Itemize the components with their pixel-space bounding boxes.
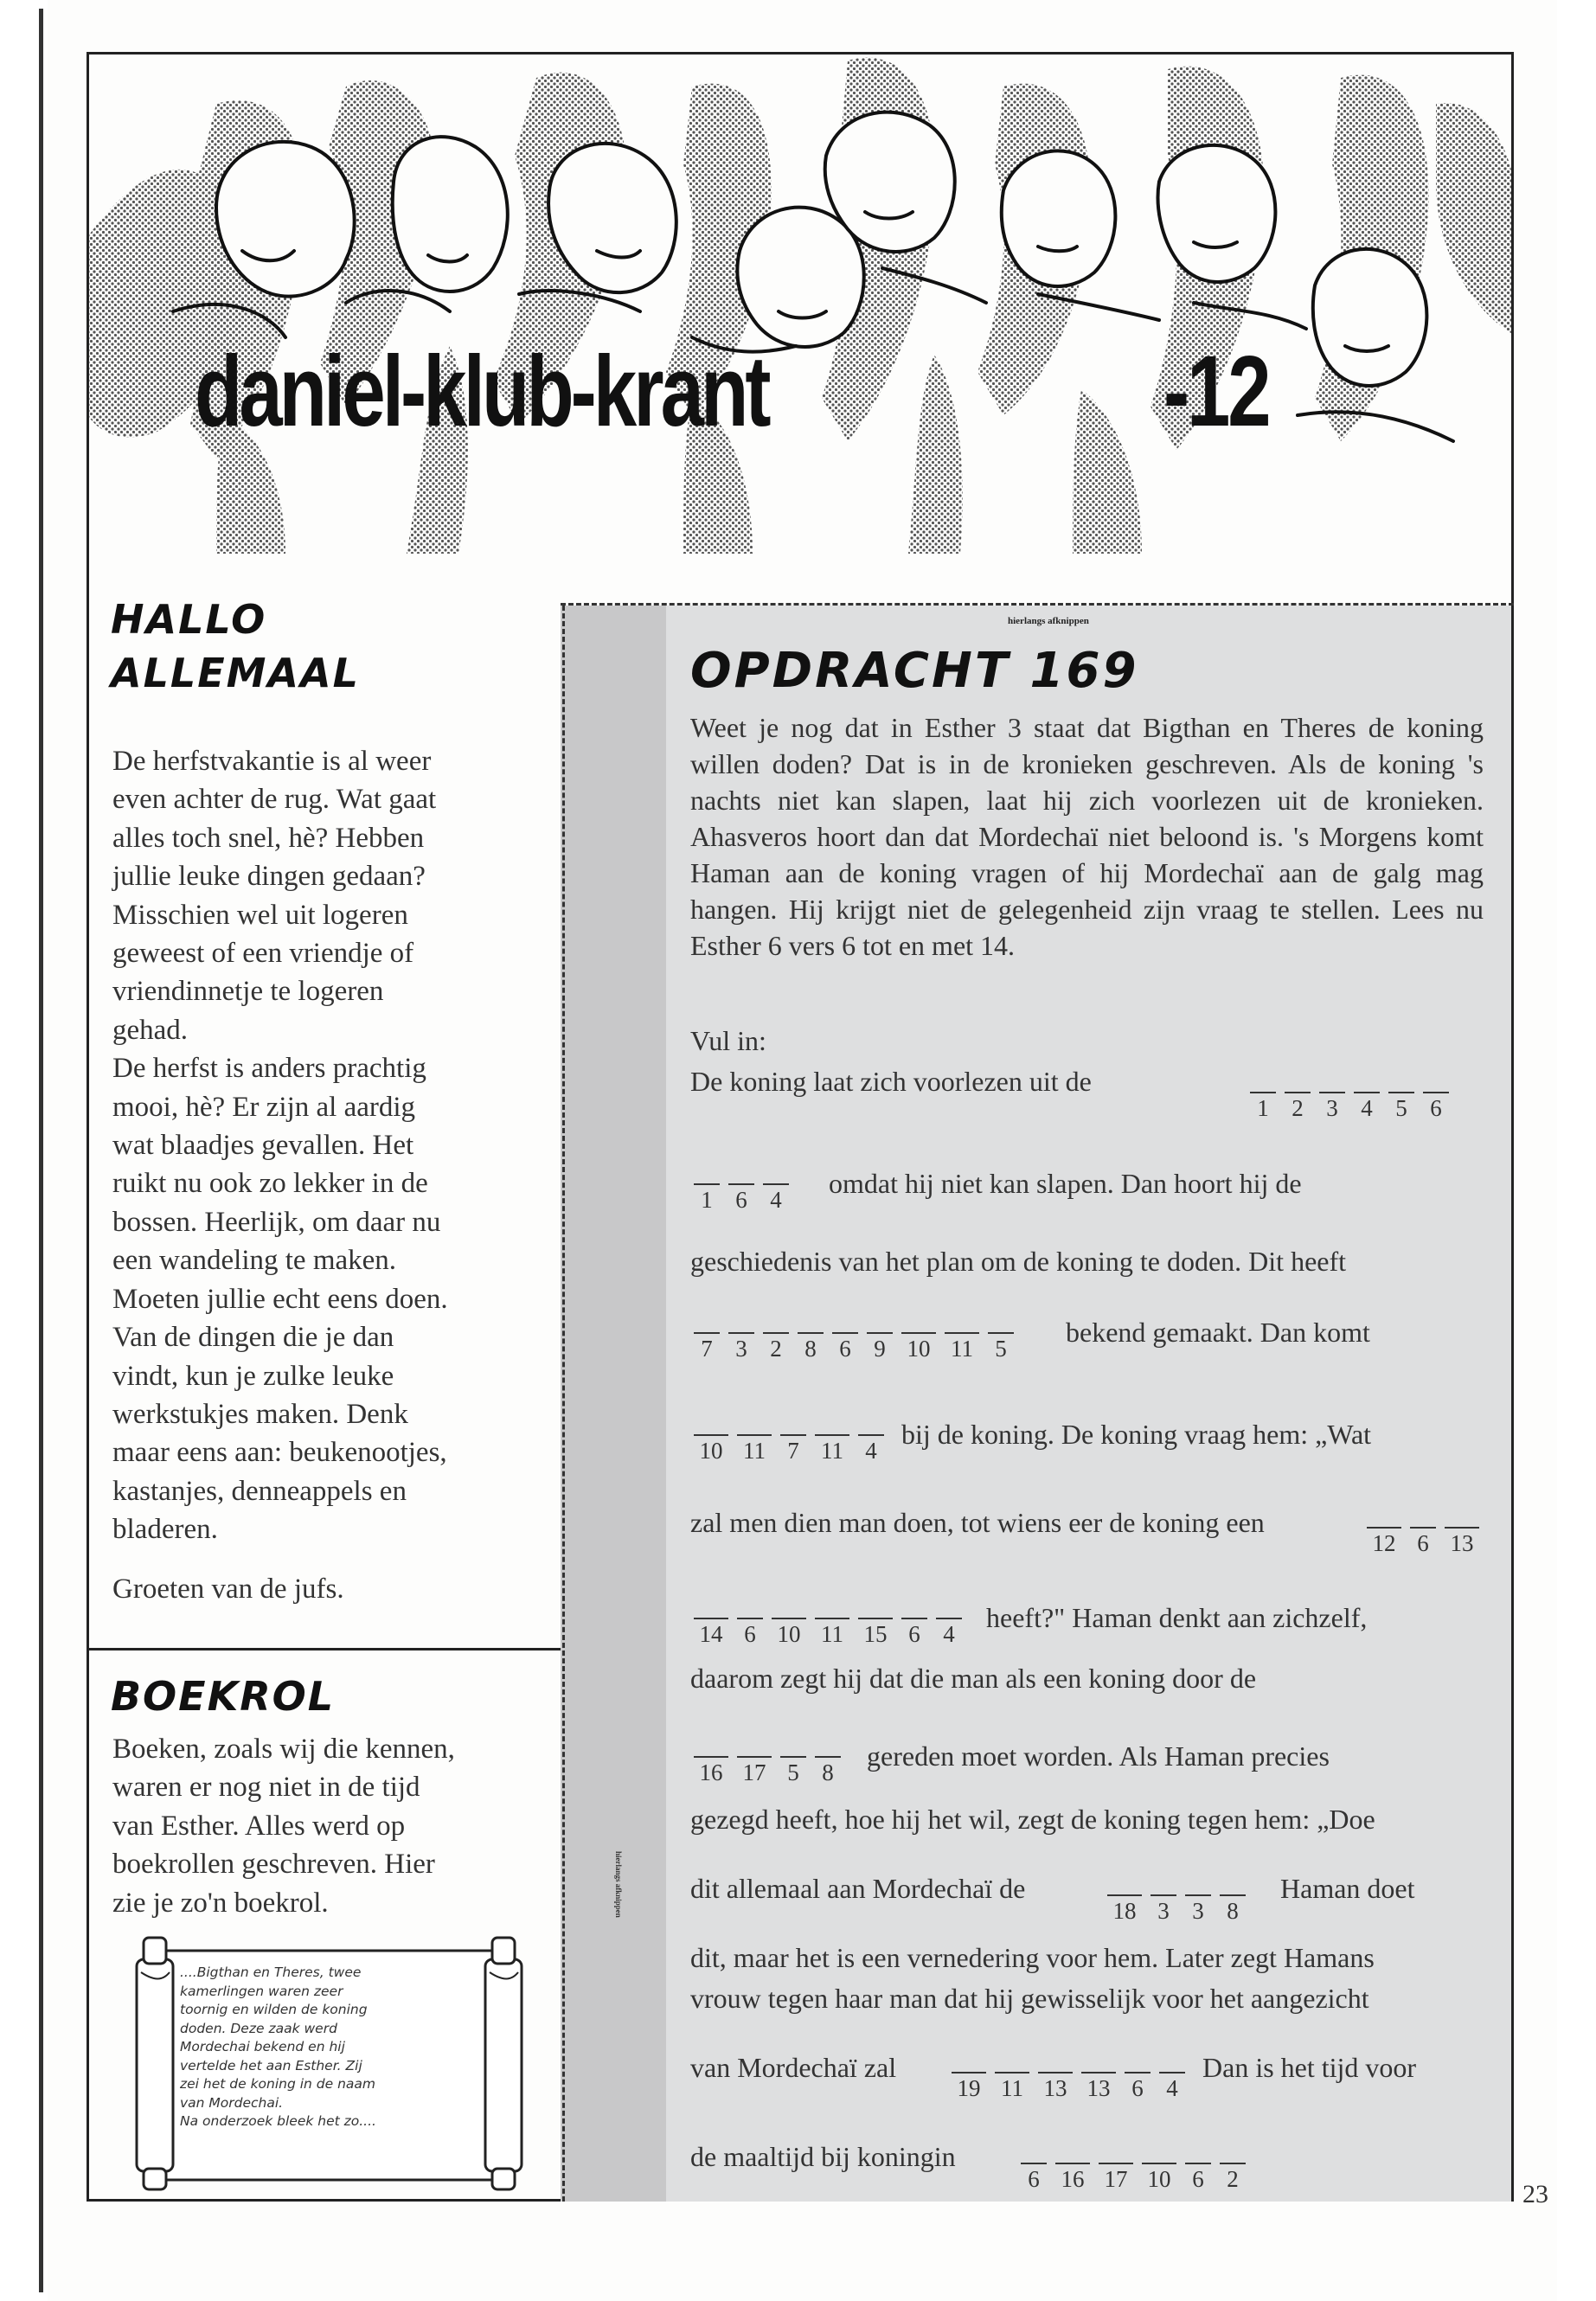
exercise-text: De koning laat zich voorlezen uit de [690, 1066, 1092, 1097]
scan-edge [39, 9, 43, 2292]
cut-strip-label: hierlangs afknippen [614, 1851, 623, 1918]
fill-in-blank[interactable]: 8 [798, 1332, 824, 1362]
fill-in-blank[interactable]: 13 [1445, 1527, 1479, 1556]
vul-in-label: Vul in: [690, 1025, 766, 1056]
exercise-text: heeft?" Haman denkt aan zichzelf, [986, 1602, 1368, 1633]
fill-in-blank[interactable]: 13 [1081, 2072, 1116, 2101]
fill-in-blank[interactable]: 16 [1055, 2163, 1090, 2192]
fill-in-blank[interactable]: 4 [1354, 1092, 1380, 1121]
blank-group [1367, 1527, 1488, 1556]
exercise-text: Haman doet [1280, 1873, 1415, 1904]
newsletter-title: daniel-klub-krant [195, 335, 768, 447]
exercise-text: zal men dien man doen, tot wiens eer de koning een [690, 1507, 1265, 1538]
fill-in-blank[interactable]: 6 [728, 1183, 754, 1213]
exercise-text: gezegd heeft, hoe hij het wil, zegt de koning tegen hem: „Doe [690, 1804, 1375, 1835]
fill-in-blank[interactable]: 6 [1021, 2163, 1047, 2192]
fill-in-blank[interactable]: 19 [952, 2072, 986, 2101]
exercise-text: geschiedenis van het plan om de koning te doden. Dit heeft [690, 1246, 1347, 1277]
fill-in-blank[interactable]: 11 [815, 1618, 849, 1647]
blank-group [694, 1332, 1022, 1362]
fill-in-blank[interactable]: 10 [1142, 2163, 1176, 2192]
opdracht-panel [666, 606, 1511, 2202]
fill-in-blank[interactable]: 5 [780, 1756, 806, 1785]
fill-in-blank[interactable]: 1 [1250, 1092, 1276, 1121]
fill-in-blank[interactable]: 10 [772, 1618, 806, 1647]
fill-in-blank[interactable]: 13 [1038, 2072, 1073, 2101]
fill-in-blank[interactable]: 6 [1423, 1092, 1449, 1121]
fill-in-blank[interactable]: 8 [815, 1756, 841, 1785]
blank-group [694, 1756, 849, 1785]
fill-in-blank[interactable]: 6 [737, 1618, 763, 1647]
fill-in-blank[interactable]: 10 [901, 1332, 936, 1362]
exercise-text: van Mordechaï zal [690, 2052, 897, 2083]
fill-in-blank[interactable]: 6 [901, 1618, 927, 1647]
boekrol-heading: BOEKROL [111, 1673, 336, 1720]
section-divider [89, 1648, 561, 1650]
fill-in-blank[interactable]: 5 [1388, 1092, 1414, 1121]
fill-in-blank[interactable]: 3 [728, 1332, 754, 1362]
fill-in-blank[interactable]: 7 [694, 1332, 720, 1362]
exercise-text: daarom zegt hij dat die man als een koning door de [690, 1663, 1257, 1694]
fill-in-blank[interactable]: 5 [988, 1332, 1014, 1362]
fill-in-blank[interactable]: 15 [858, 1618, 893, 1647]
fill-in-blank[interactable]: 17 [737, 1756, 772, 1785]
exercise-text: de maaltijd bij koningin [690, 2141, 956, 2172]
fill-in-blank[interactable]: 11 [815, 1434, 849, 1464]
exercise-text: bekend gemaakt. Dan komt [1066, 1317, 1370, 1348]
fill-in-blank[interactable]: 16 [694, 1756, 728, 1785]
hallo-heading: HALLO ALLEMAAL [111, 596, 360, 696]
boekrol-text: Boeken, zoals wij die kennen, waren er nog niet in de tijd van Esther. Alles werd op boekrollen geschreven. Hier zie je zo'n boekrol. [112, 1734, 455, 1919]
greeting: Groeten van de jufs. [112, 1574, 344, 1605]
blank-group [952, 2072, 1194, 2101]
cut-line-vertical [562, 606, 565, 2202]
fill-in-blank[interactable]: 7 [780, 1434, 806, 1464]
fill-in-blank[interactable]: 4 [936, 1618, 962, 1647]
fill-in-blank[interactable]: 3 [1151, 1894, 1176, 1924]
fill-in-blank[interactable]: 18 [1107, 1894, 1142, 1924]
blank-group [694, 1183, 798, 1213]
blank-group [1107, 1894, 1254, 1924]
fill-in-blank[interactable]: 4 [858, 1434, 884, 1464]
issue-number: -12 [1163, 335, 1269, 447]
fill-in-blank[interactable]: 11 [945, 1332, 979, 1362]
fill-in-blank[interactable]: 2 [1220, 2163, 1246, 2192]
scroll-text: ....Bigthan en Theres, twee kamerlingen waren zeer toornig en wilden de koning doden. Deze zaak werd Mordechai bekend en hij vertelde het aan Esther. Zij zei het de koning in de naam van Mordechai. Na onderzoek bleek het zo.... [180, 1965, 376, 2129]
exercise-text: dit, maar het is een vernedering voor hem. Later zegt Hamans [690, 1942, 1375, 1973]
hallo-text: De herfstvakantie is al weer even achter de rug. Wat gaat alles toch snel, hè? Hebben jullie leuke dingen gedaan? Misschien wel uit logeren geweest of een vriendje of vriendinnetje te logeren gehad. De herfst is anders prachtig mooi, hè? Er zijn al aardig wat blaadjes gevallen. Het ruikt nu ook zo lekker in de bossen. Heerlijk, om daar nu een wandeling te maken. Moeten jullie echt eens doen. Van de dingen die je dan vindt, kun je zulke leuke werkstukjes maken. Denk maar eens aan: beukenootjes, kastanjes, denneappels en bladeren. [112, 746, 448, 1546]
fill-in-blank[interactable]: 17 [1099, 2163, 1133, 2192]
exercise-text: Dan is het tijd voor [1202, 2052, 1417, 2083]
blank-group [694, 1434, 893, 1464]
blank-group [1250, 1092, 1458, 1121]
exercise-text: omdat hij niet kan slapen. Dan hoort hij de [829, 1168, 1302, 1199]
fill-in-blank[interactable]: 1 [694, 1183, 720, 1213]
cut-strip [561, 606, 666, 2202]
fill-in-blank[interactable]: 10 [694, 1434, 728, 1464]
fill-in-blank[interactable]: 12 [1367, 1527, 1401, 1556]
fill-in-blank[interactable]: 6 [1410, 1527, 1436, 1556]
scroll-illustration [111, 1933, 548, 2193]
exercise-text: dit allemaal aan Mordechaï de [690, 1873, 1026, 1904]
fill-in-blank[interactable]: 14 [694, 1618, 728, 1647]
exercise-text: vrouw tegen haar man dat hij gewisselijk voor het aangezicht [690, 1983, 1369, 2014]
cut-label: hierlangs afknippen [1008, 616, 1089, 626]
fill-in-blank[interactable]: 2 [1285, 1092, 1311, 1121]
page-number: 23 [1522, 2180, 1548, 2208]
exercise-text: gereden moet worden. Als Haman precies [867, 1740, 1330, 1772]
fill-in-blank[interactable]: 11 [995, 2072, 1029, 2101]
fill-in-blank[interactable]: 6 [1125, 2072, 1151, 2101]
fill-in-blank[interactable]: 2 [763, 1332, 789, 1362]
fill-in-blank[interactable]: 6 [832, 1332, 858, 1362]
fill-in-blank[interactable]: 9 [867, 1332, 893, 1362]
fill-in-blank[interactable]: 6 [1185, 2163, 1211, 2192]
fill-in-blank[interactable]: 3 [1319, 1092, 1345, 1121]
fill-in-blank[interactable]: 4 [763, 1183, 789, 1213]
fill-in-blank[interactable]: 4 [1159, 2072, 1185, 2101]
blank-group [1021, 2163, 1254, 2192]
exercise-text: bij de koning. De koning vraag hem: „Wat [901, 1419, 1372, 1450]
fill-in-blank[interactable]: 3 [1185, 1894, 1211, 1924]
blank-group [694, 1618, 971, 1647]
fill-in-blank[interactable]: 8 [1220, 1894, 1246, 1924]
opdracht-intro: Weet je nog dat in Esther 3 staat dat Bigthan en Theres de koning willen doden? Dat is in de kronieken geschreven. Als de koning 's nachts niet kan slapen, laat hij zich voorlezen uit de kronieken. Ahasveros hoort dan dat Mordechaï niet beloond is. 's Morgens komt Haman aan de koning vragen of hij Mordechaï aan de galg mag hangen. Hij krijgt niet de gelegenheid zijn vraag te stellen. Lees nu Esther 6 vers 6 tot en met 14. [690, 712, 1484, 961]
opdracht-heading: OPDRACHT 169 [690, 643, 1139, 699]
fill-in-blank[interactable]: 11 [737, 1434, 772, 1464]
